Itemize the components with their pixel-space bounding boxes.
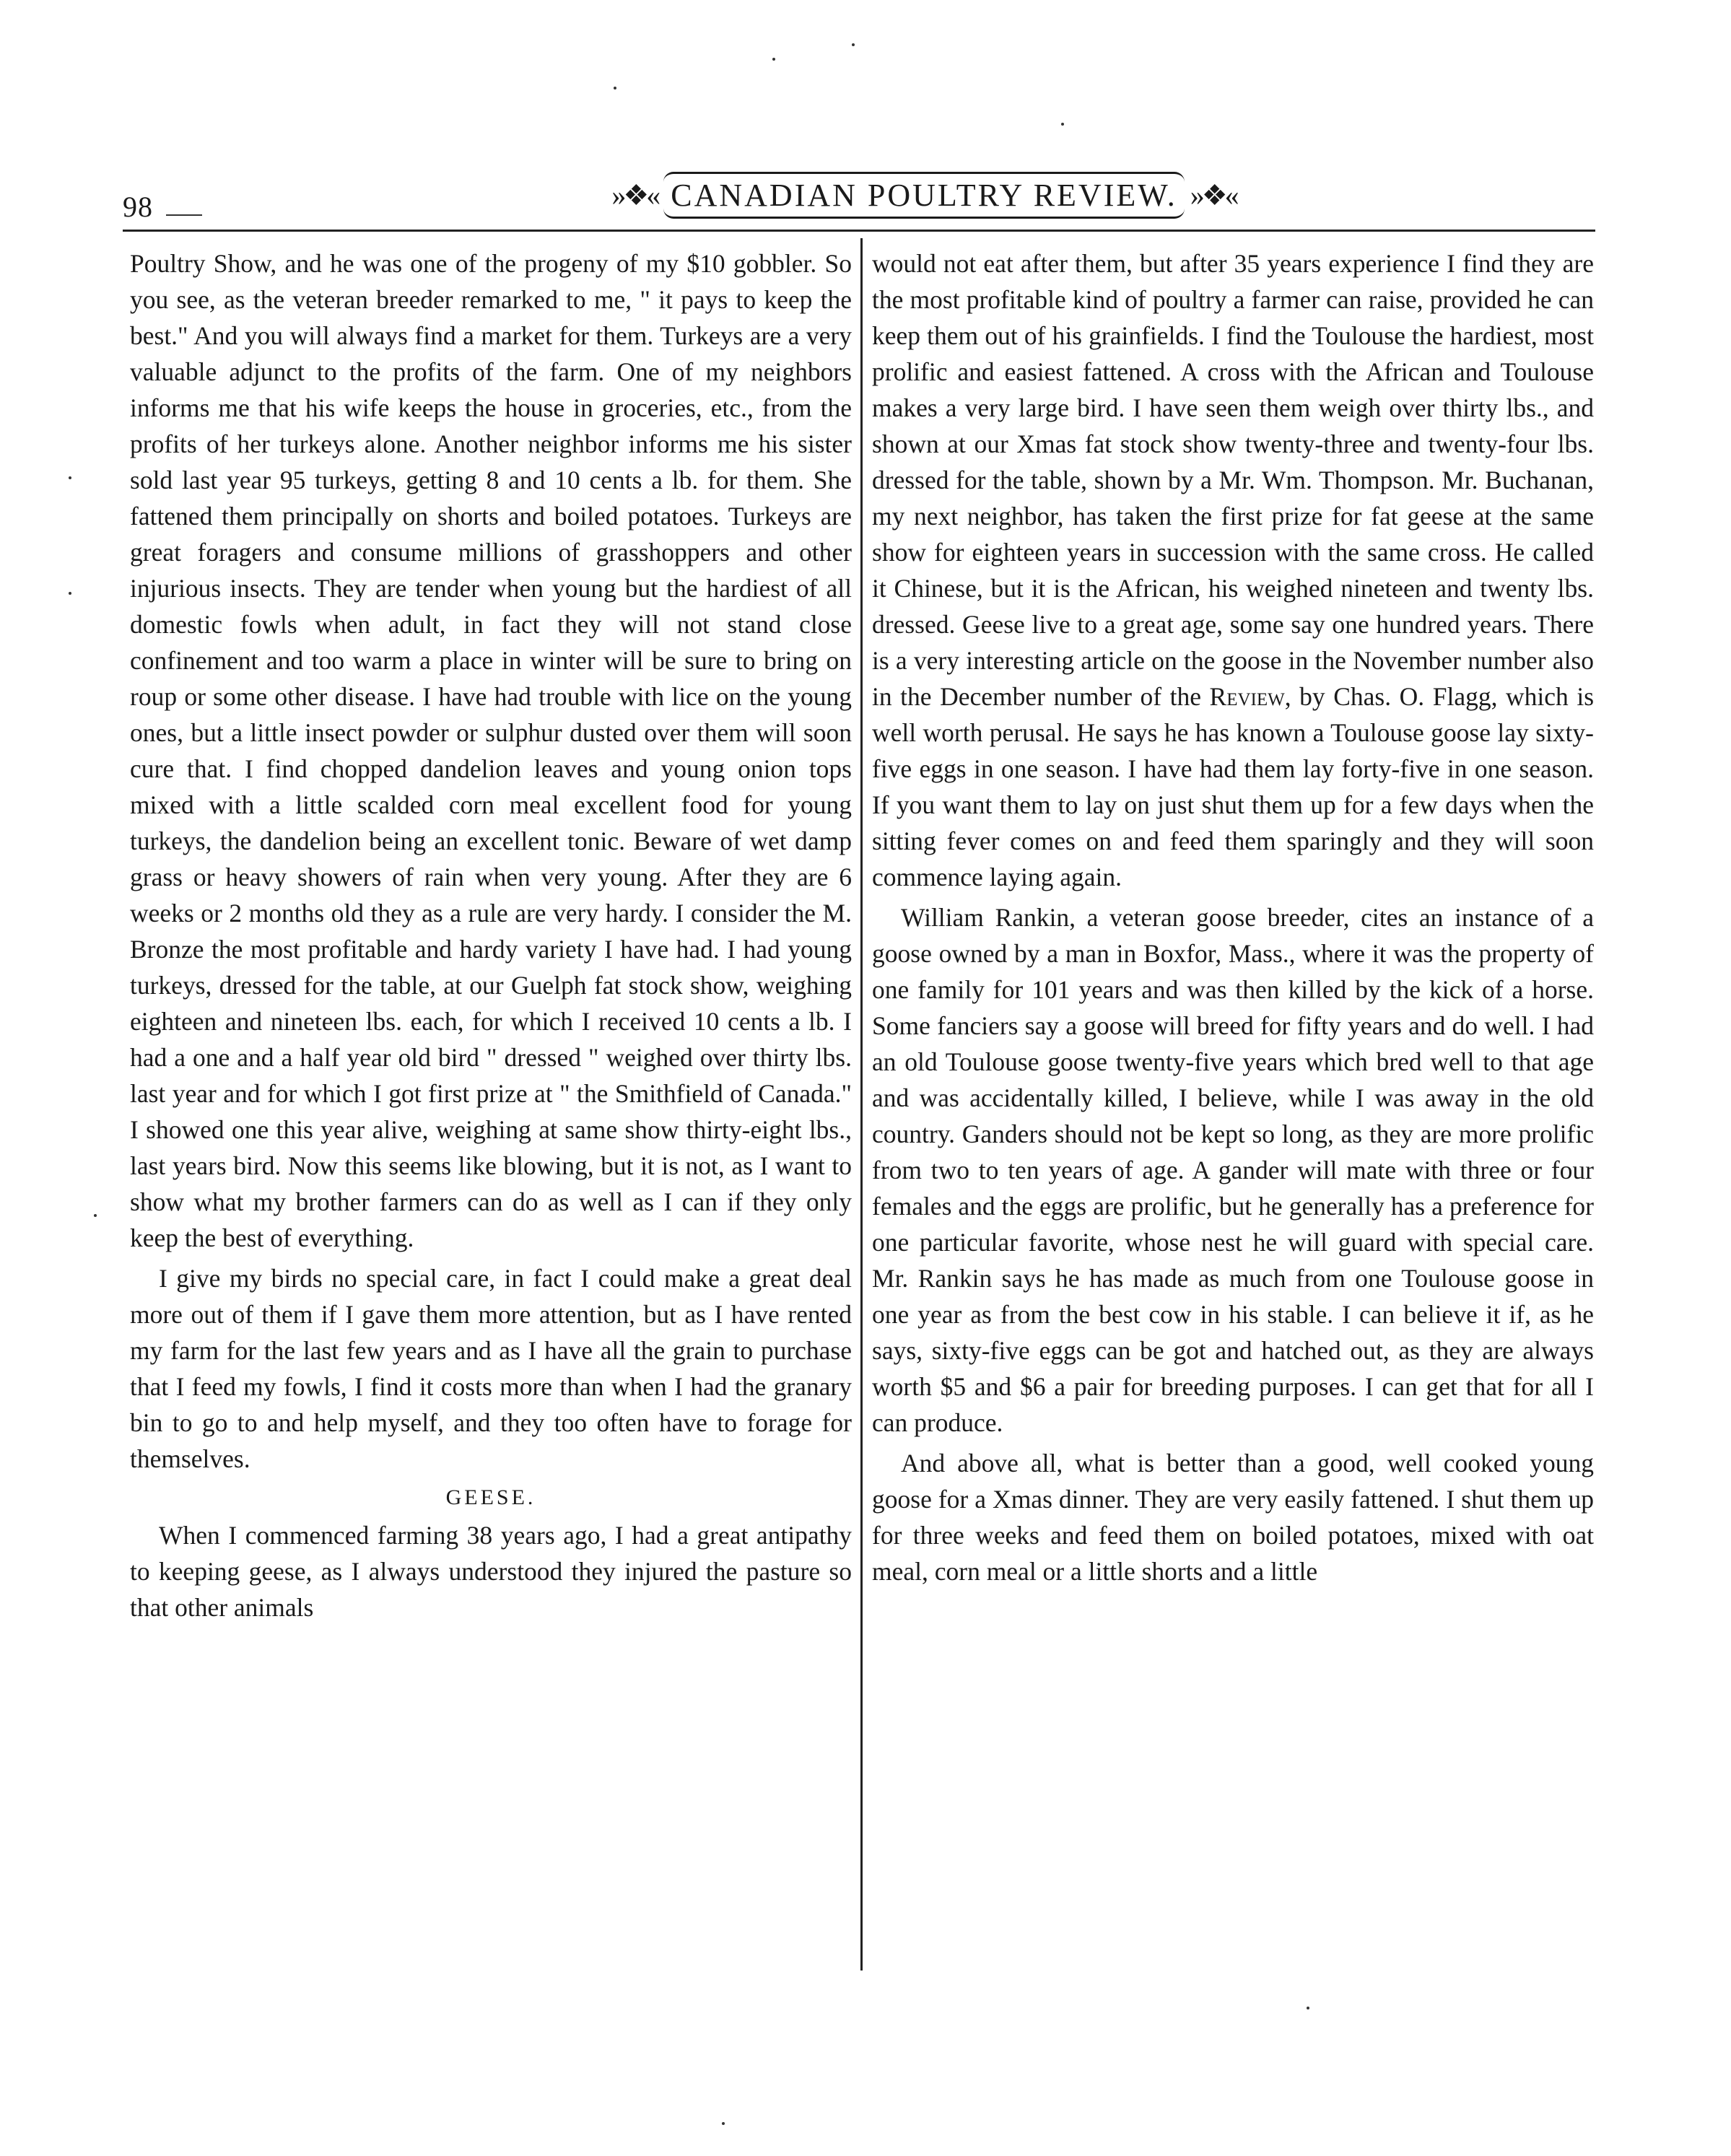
left-paragraph-3: When I commenced farming 38 years ago, I had a great antipathy to keeping geese, as I always understood they injured the pasture so that other animals (130, 1521, 852, 1622)
right-column (872, 245, 1594, 1594)
scan-speck (1307, 2007, 1309, 2009)
scan-speck (69, 476, 71, 479)
scan-speck (94, 1214, 97, 1217)
masthead (599, 162, 1249, 227)
section-heading-geese: GEESE. (445, 1485, 536, 1509)
right-paragraph-1-text: would not eat after them, but after 35 years experience I find they are the most profitable kind of poultry a farmer can raise, provided he can keep them out of his grainfields. I find the Toulouse the hardiest, most prolific and easiest fattened. A cross with the African and Toulouse makes a very large bird. I have seen them weigh over thirty lbs., and shown at our Xmas fat stock show twenty-three and twenty-four lbs. dressed for the table, shown by a Mr. Wm. Thompson. Mr. Buchanan, my next neighbor, has taken the first prize for fat geese at the same show for eighteen years in succession with the same cross. He called it Chinese, but it is the African, his weighed nineteen and twenty lbs. dressed. Geese live to a great age, some say one hundred years. There is a very interesting article on the goose in the November number also in the December number of the (872, 249, 1594, 711)
scan-speck (1061, 123, 1064, 126)
left-paragraph-2: I give my birds no special care, in fact I could make a great deal more out of them if I gave them more attention, but as I have rented my farm for the last few years and as I have all the grain to purchase that I feed my fowls, I find it costs more than when I had the granary bin to go to and help myself, and they too often have to forage for themselves. (130, 1264, 852, 1473)
scan-speck (69, 592, 71, 595)
page-number: 98 (123, 191, 153, 223)
ornament-right-icon: »❖« (1190, 178, 1237, 211)
page-header (123, 162, 1595, 227)
scan-speck (722, 2122, 725, 2125)
left-paragraph-1: Poultry Show, and he was one of the progeny of my $10 gobbler. So you see, as the veteran breeder remarked to me, " it pays to keep the best." And you will always find a market for them. Turkeys are a very valuable adjunct to the profits of the farm. One of my neighbors informs me that his wife keeps the house in groceries, etc., from the profits of her turkeys alone. Another neighbor informs me his sister sold last year 95 turkeys, getting 8 and 10 cents a lb. for them. She fattened them principally on shorts and boiled potatoes. Turkeys are great foragers and consume millions of grasshoppers and other injurious insects. They are tender when young but the hardiest of all domestic fowls when adult, in fact they will not stand close confinement and too warm a place in winter will be sure to bring on roup or some other disease. I have had trouble with lice on the young ones, but a little insect powder or sulphur dusted over them will soon cure that. I find chopped dandelion leaves and young onion tops mixed with a little scalded corn meal excellent food for young turkeys, the dandelion being an excellent tonic. Beware of wet damp grass or heavy showers of rain when very young. After they are 6 weeks or 2 months old they as a rule are very hardy. I consider the M. Bronze the most profitable and hardy variety I have had. I had young turkeys, dressed for the table, at our Guelph fat stock show, weighing eighteen and nineteen lbs. each, for which I received 10 cents a lb. I had a one and a half year old bird " dressed " weighed over thirty lbs. last year and for which I got first prize at " the Smithfield of Canada." I showed one this year alive, weighing at same show thirty-eight lbs., last years bird. Now this seems like blowing, but it is not, as I want to show what my brother farmers can do as well as I can if they only keep the best of everything. (130, 249, 852, 1252)
header-rule (123, 230, 1595, 232)
scan-speck (772, 58, 775, 61)
right-paragraph-1-tail: , by Chas. O. Flagg, which is well worth perusal. He says he has known a Toulouse goose lay sixty-five eggs in one season. I have had them lay forty-five in one season. If you want them to lay on just shut them up for a few days when the sitting fever comes on and feed them sparingly and they will soon commence laying again. (872, 682, 1595, 891)
review-word: Review (1209, 682, 1285, 711)
page-number-rule (166, 214, 202, 216)
right-paragraph-3: And above all, what is better than a good, well cooked young goose for a Xmas dinner. They are very easily fattened. I shut them up for three weeks and feed them on boiled potatoes, mixed with oat meal, corn meal or a little shorts and a little (872, 1449, 1594, 1586)
masthead-title: CANADIAN POULTRY REVIEW. (663, 172, 1184, 219)
ornament-left-icon: »❖« (611, 178, 658, 211)
right-paragraph-1 (872, 245, 1594, 895)
column-divider (860, 238, 863, 1970)
left-column (130, 245, 852, 1630)
scan-speck (852, 43, 855, 46)
scan-speck (614, 87, 616, 90)
right-paragraph-2: William Rankin, a veteran goose breeder, cites an instance of a goose owned by a man in Boxfor, Mass., where it was the property of one family for 101 years and was then killed by the kick of a horse. Some fanciers say a goose will breed for fifty years and do well. I had an old Toulouse goose twenty-five years which bred well to that age and was accidentally killed, I believe, while I was away in the old country. Ganders should not be kept so long, as they are more prolific from two to ten years of age. A gander will mate with three or four females and the eggs are prolific, but he generally has a preference for one particular favorite, whose nest he will guard with special care. Mr. Rankin says he has made as much from one Toulouse goose in one year as from the best cow in his stable. I can believe it if, as he says, sixty-five eggs can be got and hatched out, as they are always worth $5 and $6 a pair for breeding purposes. I can get that for all I can produce. (872, 903, 1594, 1437)
